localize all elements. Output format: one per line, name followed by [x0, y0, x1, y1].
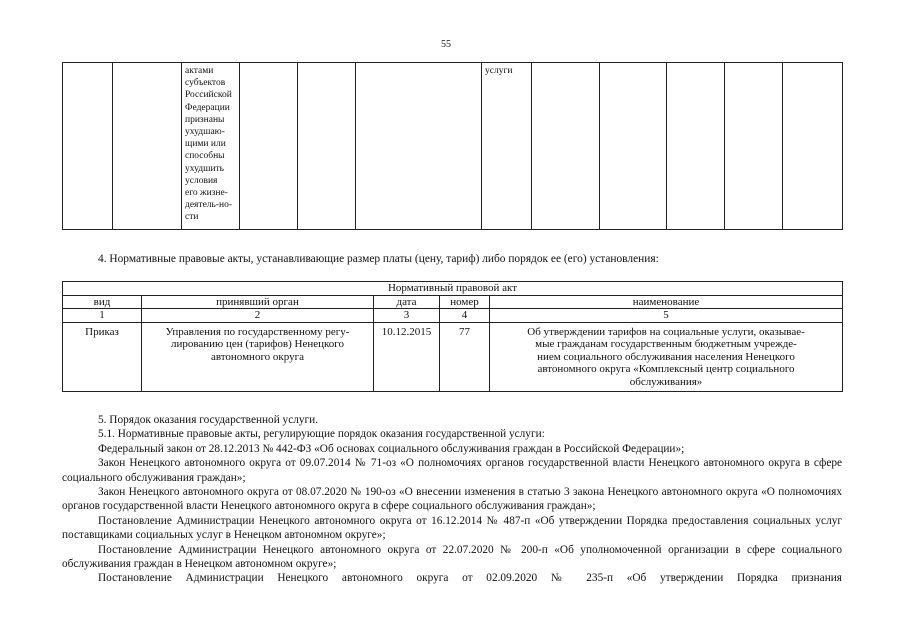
table-cell	[63, 63, 113, 230]
normative-acts-table	[62, 281, 843, 392]
group-header-row	[63, 282, 843, 296]
cell-line: его жизне-	[185, 188, 228, 199]
cell-line: признаны	[185, 114, 225, 125]
column-number: 2	[142, 309, 374, 323]
table-cell	[298, 63, 356, 230]
cell-line: Федерации	[185, 102, 230, 113]
table-cell	[240, 63, 298, 230]
cell-line: щими или	[185, 139, 226, 150]
cell-line: субъектов	[185, 78, 226, 89]
page-number: 55	[441, 39, 451, 50]
paragraph: Постановление Администрации Ненецкого автономного округа от 16.12.2014 № 487-п «Об утверждении Порядка предоставления социальных услуг поставщиками социальных услуг в Ненецком автономном округе»;	[62, 514, 842, 542]
header-name: наименование	[490, 295, 843, 309]
cell-line: автономного округа	[210, 350, 305, 363]
cell-line: нием социального обслуживания населения Ненецкого	[537, 350, 795, 363]
section-5-heading: 5. Порядок оказания государственной услуги.	[98, 414, 319, 426]
act-organ	[142, 322, 374, 392]
header-date: дата	[374, 295, 440, 309]
condition-cell	[182, 63, 240, 230]
cell-line: деятель-но-	[185, 200, 233, 211]
act-kind: Приказ	[63, 322, 142, 392]
cell-line: актами	[185, 66, 214, 76]
paragraph: Федеральный закон от 28.12.2013 № 442-ФЗ «Об основах социального обслуживания граждан в Российской Федерации»;	[98, 442, 685, 455]
act-name	[490, 322, 843, 392]
service-cell: услуги	[482, 63, 532, 230]
column-number: 1	[63, 309, 142, 323]
paragraph: Постановление Администрации Ненецкого автономного округа от 22.07.2020 № 200-п «Об уполномоченной организации в сфере социального обслуживания граждан в Ненецком автономном округе»;	[62, 543, 842, 571]
paragraph: Постановление Администрации Ненецкого автономного округа от 02.09.2020 № 235-п «Об утверждении Порядка признания	[98, 572, 842, 585]
column-header-row	[63, 295, 843, 309]
table-cell	[600, 63, 667, 230]
table-cell	[356, 63, 482, 230]
paragraph: Закон Ненецкого автономного округа от 09.07.2014 № 71-оз «О полномочиях органов государственной власти Ненецкого автономного округа в сфере социального обслуживания граждан»;	[62, 457, 842, 484]
act-number: 77	[440, 322, 490, 392]
table-cell	[532, 63, 600, 230]
cell-line: мые гражданам государственным бюджетным учрежде-	[535, 338, 797, 350]
column-number: 4	[440, 309, 490, 323]
continuation-table	[62, 62, 843, 230]
cell-line: условия	[185, 175, 218, 186]
cell-line: Российской	[185, 90, 232, 101]
cell-line: ухудшаю-	[185, 127, 225, 138]
column-number: 3	[374, 309, 440, 323]
column-number-row	[63, 309, 843, 323]
table-cell	[113, 63, 182, 230]
cell-line: Об утверждении тарифов на социальные услуги, оказывае-	[527, 325, 805, 338]
cell-line: Управления по государственному регу-	[165, 325, 350, 338]
table-row	[63, 322, 843, 392]
cell-line: способны	[185, 151, 225, 162]
section-4-heading: 4. Нормативные правовые акты, устанавливающие размер платы (цену, тариф) либо порядок ее (его) установления:	[98, 253, 659, 265]
group-header: Нормативный правовой акт	[63, 282, 843, 296]
header-organ: принявший орган	[142, 295, 374, 309]
cell-line: ухудшить	[185, 163, 225, 174]
continuation-row	[63, 63, 843, 230]
cell-line: сти	[185, 212, 199, 223]
table-cell	[667, 63, 725, 230]
act-date: 10.12.2015	[374, 322, 440, 392]
cell-line: обслуживания»	[629, 375, 703, 388]
column-number: 5	[490, 309, 843, 323]
header-number: номер	[440, 295, 490, 309]
table-cell	[725, 63, 783, 230]
cell-line: лированию цен (тарифов) Ненецкого	[170, 338, 345, 350]
header-kind: вид	[63, 295, 142, 309]
subsection-heading: 5.1. Нормативные правовые акты, регулирующие порядок оказания государственной услуги:	[98, 428, 545, 441]
table-cell	[783, 63, 843, 230]
document-body	[62, 413, 842, 586]
paragraph: Закон Ненецкого автономного округа от 08.07.2020 № 190-оз «О внесении изменения в статью 3 закона Ненецкого автономного округа «О полномочиях органов государственной власти Ненецкого автономного округа в сфере социального обслуживания граждан»;	[62, 486, 842, 513]
cell-line: автономного округа «Комплексный центр социального	[537, 363, 795, 375]
